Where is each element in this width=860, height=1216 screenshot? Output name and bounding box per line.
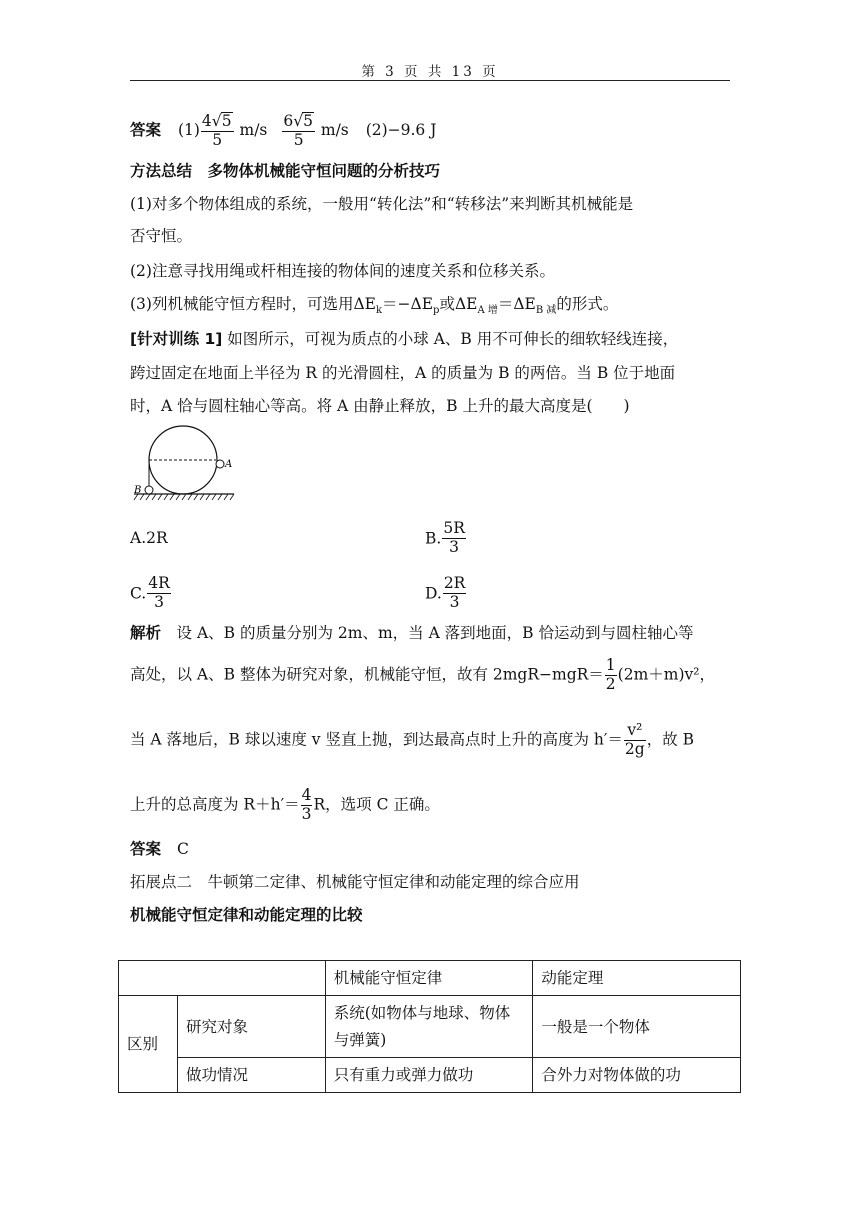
problem-line-3: 时，A 恰与圆柱轴心等高。将 A 由静止释放，B 上升的最大高度是( ) — [130, 397, 630, 415]
unit-ms-2: m/s — [320, 120, 349, 139]
problem-tag: [针对训练 1] — [130, 330, 223, 348]
fraction-4sqrt5-over-5: $\frac{4√5}{5}$ — [201, 112, 232, 149]
table-row — [119, 1058, 741, 1093]
comparison-table — [118, 960, 741, 1093]
analysis-line-3: 当 A 落地后，B 球以速度 v 竖直上抛，到达最高点时上升的高度为 h′＝ $\frac{\text{v²}}{2g}$ ，故 B — [130, 721, 695, 758]
method-point-2: (2)注意寻找用绳或杆相连接的物体间的速度关系和位移关系。 — [130, 262, 555, 280]
option-a[interactable]: A.2R — [130, 529, 168, 547]
analysis-line-1: 解析 设 A、B 的质量分别为 2m、m，当 A 落到地面，B 恰运动到与圆柱轴心等 — [130, 624, 694, 642]
analysis-line-2: 高处，以 A、B 整体为研究对象，机械能守恒，故有 2mgR−mgR＝ $\frac{1}{2}$ (2m＋m)v²， — [130, 656, 715, 693]
table-header-row — [119, 961, 741, 996]
table-head-energy-conservation: 机械能守恒定律 — [325, 961, 533, 996]
table-row — [119, 996, 741, 1058]
analysis-label: 解析 — [130, 624, 162, 642]
page-header: 第 3 页 共 13 页 — [361, 64, 499, 80]
table-cell: 只有重力或弹力做功 — [325, 1058, 533, 1093]
answer-2: 答案 C — [130, 840, 189, 858]
method-point-1-line1: (1)对多个物体组成的系统，一般用“转化法”和“转移法”来判断其机械能是 — [130, 195, 634, 213]
figure-label-b: B — [134, 485, 142, 496]
problem-line-2: 跨过固定在地面上半径为 R 的光滑圆柱，A 的质量为 B 的两倍。当 B 位于地面 — [130, 364, 676, 382]
cylinder-pulley-figure — [128, 422, 238, 504]
table-row-label: 做功情况 — [177, 1058, 325, 1093]
table-head-kinetic-energy-theorem: 动能定理 — [533, 961, 741, 996]
table-group-label: 区别 — [119, 996, 178, 1093]
table-cell: 系统(如物体与地球、物体与弹簧) — [325, 996, 533, 1058]
table-cell: 合外力对物体做的功 — [533, 1058, 741, 1093]
header-rule — [130, 80, 730, 81]
answer-1 — [130, 112, 436, 150]
option-b[interactable]: B. $\frac{5R}{3}$ — [425, 519, 465, 556]
answer-label: 答案 — [130, 120, 162, 139]
table-cell: 一般是一个物体 — [533, 996, 741, 1058]
option-c[interactable]: C. $\frac{4R}{3}$ — [130, 574, 170, 611]
figure-label-a: A — [225, 459, 233, 470]
extension-title: 拓展点二 牛顿第二定律、机械能守恒定律和动能定理的综合应用 — [130, 873, 580, 891]
analysis-line-4: 上升的总高度为 R＋h′＝ $\frac{4}{3}$ R，选项 C 正确。 — [130, 786, 440, 823]
fraction-6sqrt5-over-5: $\frac{6√5}{5}$ — [283, 112, 313, 149]
problem-line-1: [针对训练 1] 如图所示，可视为质点的小球 A、B 用不可伸长的细软轻线连接， — [130, 330, 679, 348]
table-row-label: 研究对象 — [177, 996, 325, 1058]
answer-part1: (1) — [177, 120, 200, 139]
method-point-3: (3)列机械能守恒方程时，可选用$\Delta E_k=-\Delta E_p$或$\Delta E_{A 增}=\Delta E_{B 减}$的形式。 — [130, 295, 619, 317]
comparison-title: 机械能守恒定律和动能定理的比较 — [130, 906, 363, 924]
method-point-1-line2: 否守恒。 — [130, 227, 193, 245]
option-d[interactable]: D. $\frac{2R}{3}$ — [425, 574, 466, 611]
table-corner-cell — [119, 961, 326, 996]
answer-part2: (2)−9.6 J — [365, 120, 437, 139]
unit-ms-1: m/s — [239, 120, 268, 139]
method-title: 方法总结 多物体机械能守恒问题的分析技巧 — [130, 162, 441, 180]
